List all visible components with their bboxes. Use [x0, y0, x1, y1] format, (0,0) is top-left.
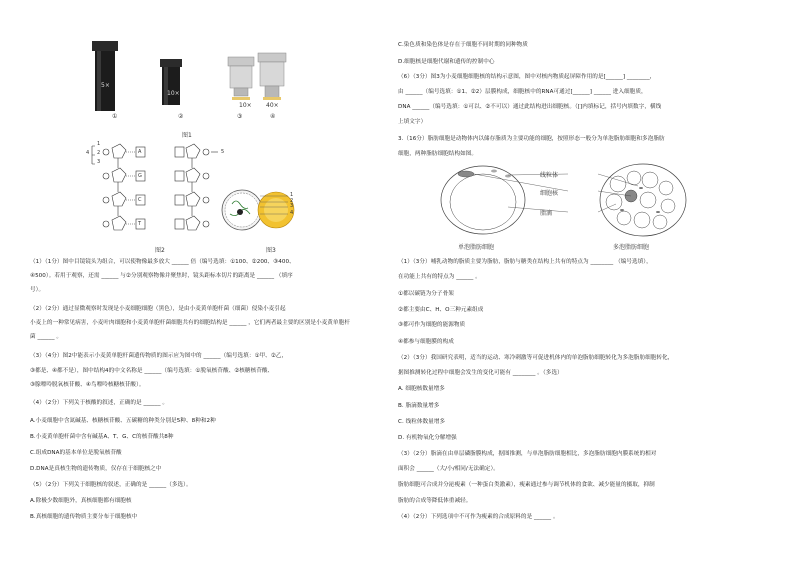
q3-1-option-4: ④都参与细胞膜的构成	[398, 339, 454, 345]
figure3-caption: 图3	[266, 247, 276, 254]
q4-option-a: A.小麦细胞中含氮碱基、核糖核苷酸、五碳糖的种类分别是5种、8种和2种	[30, 418, 216, 424]
q2-text-cont2: 菌 ______ 。	[30, 334, 63, 340]
mitochondrion-label: 线粒体	[540, 172, 559, 179]
q3-2-text-cont: 据图推测转化过程中细胞会发生的变化可能有 ________ 。（多选）	[398, 370, 563, 376]
q6-text-cont2: DNA ______（编号选填：①可以、②不可以）通过此结构进出细胞核。（[]内填标记，括号内填数字，横线	[398, 104, 662, 110]
q6-text: （6）（3分）图3为小麦细胞细胞核的结构示意图，图中对核内物质起屏障作用的是[______] ________，	[398, 74, 656, 80]
q2-text-cont: 小麦上的一种常见病害，小麦叶肉细胞和小麦黄单胞杆菌细胞共有的细胞结构是 ______ ，它们两者最主要的区别是小麦黄单胞杆	[30, 320, 350, 326]
eyepiece-2-number: ②	[178, 113, 184, 120]
q3-1-option-2: ②都主要由C、H、O三种元素组成	[398, 307, 484, 313]
q3-heading: 3.（16分）脂肪细胞是动物体内以储存脂质为主要功能的细胞，按照形态一般分为单泡脂肪细胞和多泡脂肪	[398, 136, 665, 142]
base-a: A	[138, 149, 142, 155]
q3-text: （3）（4分）图2中能表示小麦黄单胞杆菌遗传物质的图示应为图中的 ______（编号选填：①甲、②乙，	[30, 353, 288, 359]
q3-2-option-d: D. 有机物氧化分解增强	[398, 435, 457, 441]
lipid-droplet-label: 脂滴	[540, 210, 553, 217]
q3-3-text: （3）（2分）脂滴在由单层磷脂膜构成，据图推测，与单泡脂肪细胞相比，多泡脂肪细胞内膜系统的相对	[398, 451, 657, 457]
objective-2-number: ④	[270, 113, 276, 120]
figure2-part-2-number: 2	[97, 150, 101, 156]
q2-text: （2）（2分）通过显微观察时发现是小麦细胞细胞（黑色），是由小麦黄单胞杆菌（细菌）侵染小麦引起	[30, 306, 286, 312]
q3-text-cont: ③都是、④都不是），图中结构4的中文名称是 ______（编号选填：①脱氧核苷酸、②核糖核苷酸、	[30, 368, 274, 374]
q3-heading-cont: 细胞，两种脂肪细胞结构如图。	[398, 151, 478, 157]
q5-option-d: D.细胞核是细胞代谢和遗传的控制中心	[398, 59, 495, 65]
q3-3-text-cont: 面积会 ______（大/小/相同/无法确定）。	[398, 466, 499, 472]
q3-1-text: （1）（3分）哺乳动物的脂质主要为脂肪，脂肪与糖类在结构上共有的特点为 ________ （编号选填），	[398, 259, 652, 265]
eyepiece-1-magnification: 5×	[101, 82, 110, 89]
eyepiece-5x-icon	[92, 41, 118, 111]
figure3-structure-2-number: 2	[290, 198, 294, 204]
unilocular-caption: 单泡脂肪细胞	[458, 244, 495, 251]
objective-1-magnification: 10×	[239, 102, 252, 109]
q3-2-text: （2）（3分）我国研究表明，适当的运动、寒冷刺激等可促进机体内的单泡脂肪细胞转化为多泡脂肪细胞转化，	[398, 355, 674, 361]
objective-2-magnification: 40×	[266, 102, 279, 109]
q5-text: （5）（2分）下列关于细胞核的叙述，正确的是 ______（多选）。	[30, 482, 192, 488]
figure3-structure-3-number: 3	[290, 203, 294, 209]
q1-text: （1）（1分）图中目镜镜头为组合，可以使物像最多放大 ______ 倍（编号选填：①100、②200、③400、	[30, 259, 295, 265]
q3-2-option-c: C. 线粒体数量增多	[398, 419, 446, 425]
q1-text-cont2: 号）。	[30, 287, 45, 293]
figure2-part-3-number: 3	[97, 159, 101, 165]
nucleus-label: 细胞核	[540, 190, 559, 197]
q5-option-a: A.除极少数细胞外，真核细胞都有细胞核	[30, 498, 132, 504]
q1-text-cont: ④500）。若用于观察，还需 ______ 与②分别观察物像并聚焦时，镜头距标本切片的距离是 ______ （填序	[30, 273, 293, 279]
q3-1-text-cont: 在功能上共有的特点为 ______ 。	[398, 274, 481, 280]
q3-text-cont2: ③腺嘌呤脱氧核苷酸、④鸟嘌呤核糖核苷酸）。	[30, 382, 145, 388]
figure2-structure-4-number: 4	[86, 150, 90, 156]
eyepiece-10x-icon	[160, 59, 182, 105]
leptin-intro-cont: 脂肪的合成等降低体重减轻。	[398, 498, 472, 504]
objective-10x-icon	[228, 57, 254, 100]
q6-text-cont: 由 ______（编号选填：①1、②2）层膜构成，细胞核中的RNA可通过[______] ______ 进入细胞质，	[398, 89, 647, 95]
q3-1-option-3: ③都可作为细胞的能源物质	[398, 322, 466, 328]
q3-1-option-1: ①都以碳链为分子骨架	[398, 291, 454, 297]
q3-2-option-a: A. 细胞核数量增多	[398, 386, 445, 392]
objective-1-number: ③	[237, 113, 243, 120]
q4-option-d: D.DNA是真核生物的遗传物质，仅存在于细胞核之中	[30, 466, 162, 472]
figure2-structure-5-number: 5	[221, 149, 225, 155]
q3-4-text: （4）（2分）下列选项中不可作为瘦素的合成原料的是 ______ 。	[398, 514, 559, 520]
q4-option-b: B.小麦黄单胞杆菌中含有碱基A、T、G、C的核苷酸共8种	[30, 434, 174, 440]
figure3-nucleus-structure	[220, 182, 300, 242]
leptin-intro: 脂肪细胞可合成并分泌瘦素（一种蛋白类激素），瘦素通过参与调节机体的食欲、减少能量的摄取，抑制	[398, 482, 655, 488]
base-g: G	[138, 173, 142, 179]
base-c: C	[138, 197, 142, 203]
figure2-caption: 图2	[155, 247, 165, 254]
q5-option-c: C.染色质和染色体是存在于细胞不同时期的同种物质	[398, 42, 528, 48]
q3-2-option-b: B. 脂滴数量增多	[398, 403, 440, 409]
figure2-part-1-number: 1	[97, 141, 101, 147]
base-t: T	[138, 221, 142, 227]
eyepiece-1-number: ①	[112, 113, 118, 120]
figure3-structure-1-number: 1	[290, 192, 294, 198]
figure3-structure-4-number: 4	[290, 210, 294, 216]
figure2-nucleotide-chains	[90, 140, 220, 240]
multilocular-caption: 多泡脂肪细胞	[613, 244, 650, 251]
q4-option-c: C.组成DNA的基本单位是脱氧核苷酸	[30, 450, 122, 456]
q6-text-cont3: 上填文字）	[398, 119, 427, 125]
figure4-adipocytes	[438, 162, 688, 240]
q5-option-b: B.真核细胞的遗传物质主要分布于细胞核中	[30, 514, 138, 520]
figure1-caption: 图1	[182, 132, 192, 139]
q4-text: （4）（2分）下列关于核酸的叙述，正确的是 ______ 。	[30, 400, 169, 406]
eyepiece-2-magnification: 10×	[167, 90, 180, 97]
objective-40x-icon	[258, 53, 286, 100]
